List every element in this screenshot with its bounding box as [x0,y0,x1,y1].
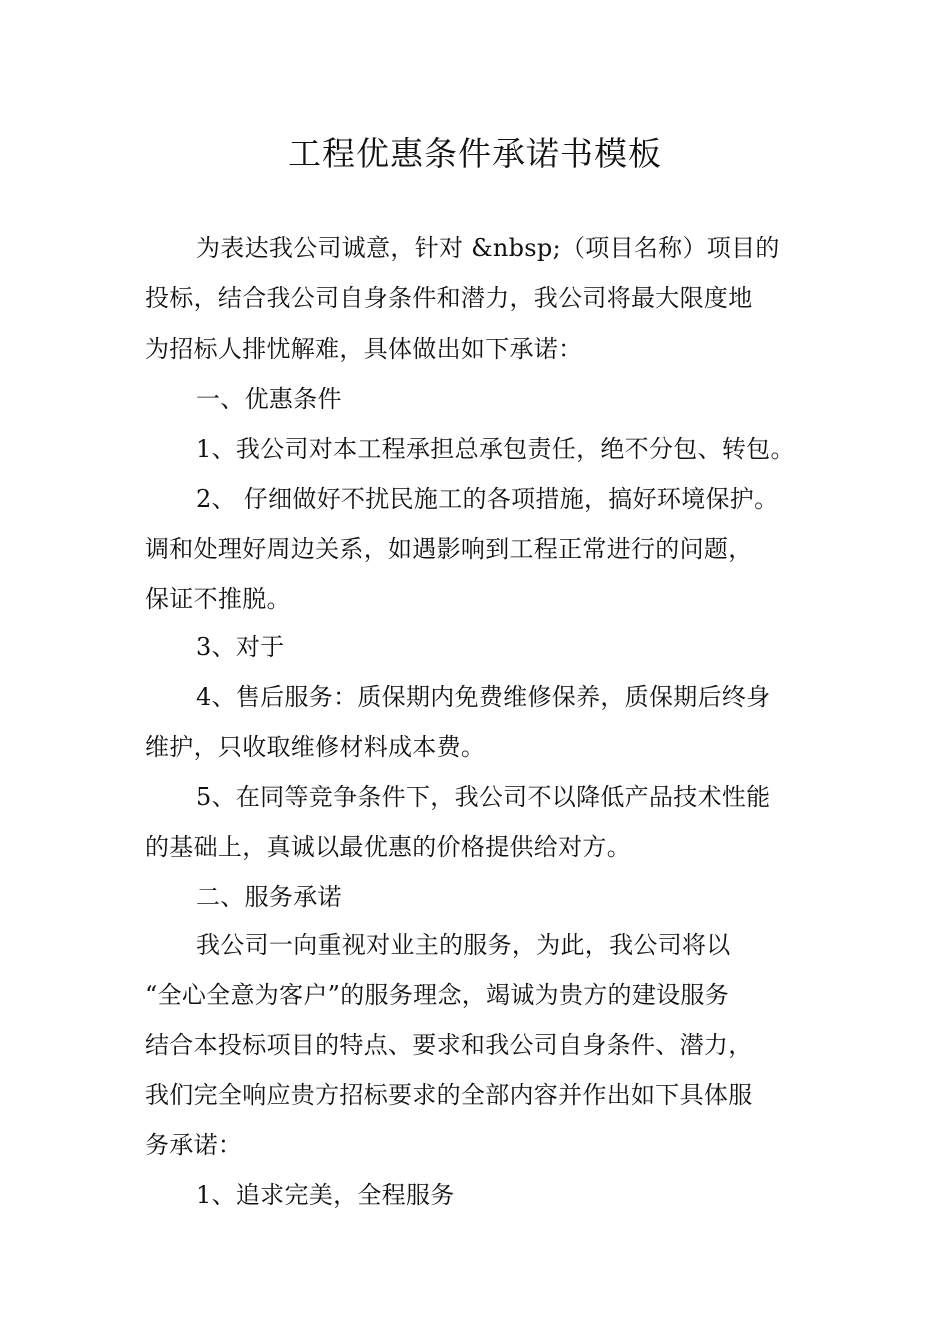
paragraph-line: 维护，只收取维修材料成本费。 [145,733,486,761]
paragraph-line: 投标，结合我公司自身条件和潜力，我公司将最大限度地 [145,284,753,312]
list-item: 2、 仔细做好不扰民施工的各项措施，搞好环境保护。 [196,485,779,513]
paragraph-line: 务承诺： [145,1131,243,1159]
list-item: 1、追求完美，全程服务 [196,1181,455,1209]
list-item: 1、我公司对本工程承担总承包责任，绝不分包、转包。 [196,435,795,463]
paragraph-line: 为表达我公司诚意，针对 &nbsp;（项目名称）项目的 [196,234,780,262]
section-heading: 二、服务承诺 [196,883,342,911]
paragraph-line: 的基础上，真诚以最优惠的价格提供给对方。 [145,833,631,861]
document-title: 工程优惠条件承诺书模板 [288,134,662,173]
list-item: 4、售后服务：质保期内免费维修保养，质保期后终身 [196,683,771,711]
section-heading: 一、优惠条件 [196,385,342,413]
paragraph-line: “全心全意为客户”的服务理念，竭诚为贵方的建设服务 [145,981,730,1009]
paragraph-line: 我公司一向重视对业主的服务，为此，我公司将以 [196,931,731,959]
paragraph-line: 为招标人排忧解难，具体做出如下承诺： [145,335,583,363]
paragraph-line: 我们完全响应贵方招标要求的全部内容并作出如下具体服 [145,1081,753,1109]
list-item: 3、对于 [196,633,285,661]
paragraph-line: 结合本投标项目的特点、要求和我公司自身条件、潜力， [145,1031,753,1059]
list-item: 5、在同等竞争条件下，我公司不以降低产品技术性能 [196,783,771,811]
paragraph-line: 调和处理好周边关系，如遇影响到工程正常进行的问题， [145,535,753,563]
paragraph-line: 保证不推脱。 [145,585,291,613]
